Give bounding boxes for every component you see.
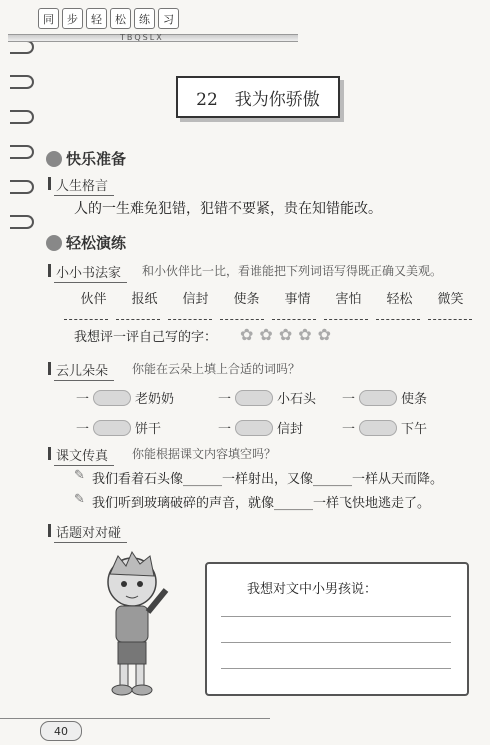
header-char: 步	[62, 8, 83, 29]
cloud-word: 老奶奶	[135, 392, 175, 407]
cloud-blank[interactable]	[359, 420, 397, 436]
motto-label: 人生格言	[56, 175, 108, 194]
flower-icon[interactable]: ✿	[278, 325, 293, 344]
writing-blank[interactable]	[428, 318, 472, 320]
cloud-word: 小石头	[277, 392, 317, 407]
word-item: 微笑	[437, 292, 464, 307]
passage-line-2: 我们听到玻璃破碎的声音，就像______一样飞快地逃走了。	[92, 496, 431, 511]
cloud-blank[interactable]	[359, 390, 397, 406]
word-item: 信封	[182, 292, 209, 307]
calligraphy-instruction: 和小伙伴比一比，看谁能把下列词语写得既正确又美观。	[142, 264, 443, 278]
prefix: 一	[342, 392, 356, 407]
section-title: 轻松演练	[66, 234, 127, 252]
spiral-binding	[4, 0, 30, 745]
cloud-blank[interactable]	[93, 390, 131, 406]
self-eval-text: 我想评一评自己写的字：	[74, 330, 218, 345]
header-char: 松	[110, 8, 131, 29]
speech-prompt: 我想对文中小男孩说：	[247, 582, 378, 597]
header-char: 轻	[86, 8, 107, 29]
flower-icon[interactable]: ✿	[240, 325, 254, 344]
cloud-word: 使条	[401, 392, 428, 407]
cartoon-boy-illustration	[92, 550, 192, 700]
word-item: 使条	[233, 292, 260, 307]
word-item: 事情	[284, 292, 311, 307]
writing-blank[interactable]	[272, 318, 316, 320]
header-char: 练	[134, 8, 155, 29]
header-char: 习	[158, 8, 179, 29]
runner-icon	[46, 235, 62, 251]
cloud-blank[interactable]	[235, 420, 273, 436]
calligraphy-label: 小小书法家	[56, 262, 121, 281]
word-item: 伙伴	[80, 292, 107, 307]
cloud-item	[342, 418, 427, 437]
answer-line[interactable]	[221, 616, 451, 617]
cloud-word: 饼干	[135, 422, 162, 437]
passage-label: 课文传真	[56, 445, 108, 464]
passage-line-1: 我们看着石头像______一样射出，又像______一样从天而降。	[92, 472, 444, 487]
answer-line[interactable]	[221, 668, 451, 669]
page-number: 40	[40, 721, 82, 741]
writing-blank[interactable]	[64, 318, 108, 320]
cloud-item	[342, 388, 427, 407]
cloud-blank[interactable]	[93, 420, 131, 436]
answer-line[interactable]	[221, 642, 451, 643]
cloud-item	[218, 388, 316, 407]
flower-icon[interactable]: ✿	[259, 325, 273, 344]
lesson-title: 22 我为你骄傲	[176, 76, 340, 118]
writing-blank[interactable]	[324, 318, 368, 320]
word-item: 报纸	[131, 292, 158, 307]
motto-text: 人的一生难免犯错，犯错不要紧，贵在知错能改。	[74, 201, 382, 217]
flower-icon[interactable]: ✿	[298, 325, 312, 344]
header-series-title	[38, 8, 179, 29]
clouds-label: 云儿朵朵	[56, 360, 108, 379]
rating-flowers	[240, 325, 331, 344]
writing-blank[interactable]	[376, 318, 420, 320]
section-easy-practice	[46, 232, 126, 253]
prefix: 一	[218, 392, 232, 407]
writing-blank[interactable]	[116, 318, 160, 320]
topic-label: 话题对对碰	[56, 522, 121, 541]
cloud-blank[interactable]	[235, 390, 273, 406]
cloud-word: 下午	[401, 422, 428, 437]
footer-rule	[0, 718, 270, 719]
flower-icon[interactable]: ✿	[317, 325, 332, 344]
prefix: 一	[218, 422, 232, 437]
passage-instruction: 你能根据课文内容填空吗？	[132, 447, 277, 461]
word-list	[68, 288, 476, 307]
cloud-item	[218, 418, 303, 437]
writing-blank[interactable]	[168, 318, 212, 320]
prefix: 一	[76, 422, 90, 437]
clouds-instruction: 你能在云朵上填上合适的词吗？	[132, 362, 301, 376]
header-char: 同	[38, 8, 59, 29]
cloud-item	[76, 418, 161, 437]
sun-icon	[46, 151, 62, 167]
cloud-item	[76, 388, 174, 407]
writing-blanks	[64, 318, 480, 320]
prefix: 一	[342, 422, 356, 437]
writing-blank[interactable]	[220, 318, 264, 320]
prefix: 一	[76, 392, 90, 407]
word-item: 轻松	[386, 292, 413, 307]
word-item: 害怕	[335, 292, 362, 307]
pencil-icon: ✎	[74, 492, 85, 507]
speech-bubble[interactable]	[205, 562, 469, 696]
section-happy-prep	[46, 148, 126, 169]
section-title: 快乐准备	[66, 150, 127, 168]
pencil-icon: ✎	[74, 468, 85, 483]
cloud-word: 信封	[277, 422, 304, 437]
header-subtitle: TBQSLX	[120, 33, 164, 42]
